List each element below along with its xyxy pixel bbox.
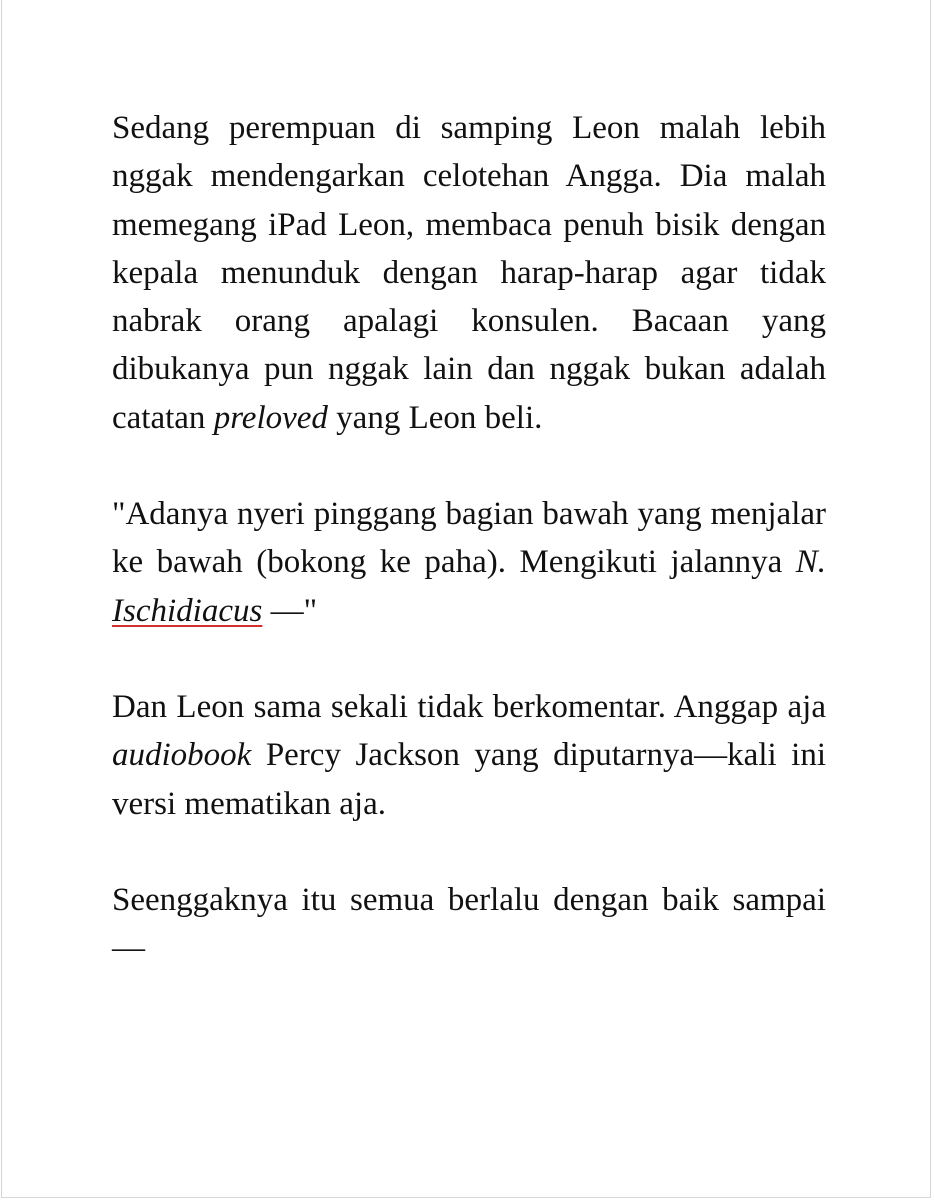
document-page [1, 0, 931, 1198]
paragraph-3-italic-term: audiobook [112, 737, 252, 774]
paragraph-3 [112, 683, 826, 828]
paragraph-2 [112, 490, 826, 635]
paragraph-2-text-a: "Adanya nyeri pinggang bagian bawah yang menjalar ke bawah (bokong ke paha). Mengikuti jalannya [112, 496, 826, 581]
paragraph-2-text-b: —" [262, 592, 318, 629]
paragraph-2-italic-prefix: N. [795, 544, 826, 581]
paragraph-1 [112, 104, 826, 442]
spellcheck-flagged-word[interactable]: Ischidiacus [112, 592, 263, 629]
paragraph-3-text-a: Dan Leon sama sekali tidak berkomentar. Anggap aja [112, 688, 826, 725]
paragraph-4 [112, 876, 826, 973]
paragraph-1-text-b: yang Leon beli. [327, 399, 543, 436]
paragraph-1-italic-term: preloved [213, 399, 328, 436]
paragraph-1-text-a: Sedang perempuan di samping Leon malah lebih nggak mendengarkan celotehan Angga. Dia malah memegang iPad Leon, membaca penuh bisik dengan kepala menunduk dengan harap-harap agar tidak nabrak orang apalagi konsulen. Bacaan yang dibukanya pun nggak lain dan nggak bukan adalah catatan [112, 110, 826, 436]
document-body[interactable] [112, 104, 826, 1020]
paragraph-4-text: Seenggaknya itu semua berlalu dengan baik sampai— [112, 881, 826, 967]
paragraph-3-text-b: Percy Jackson yang diputarnya—kali ini versi mematikan aja. [112, 737, 826, 822]
